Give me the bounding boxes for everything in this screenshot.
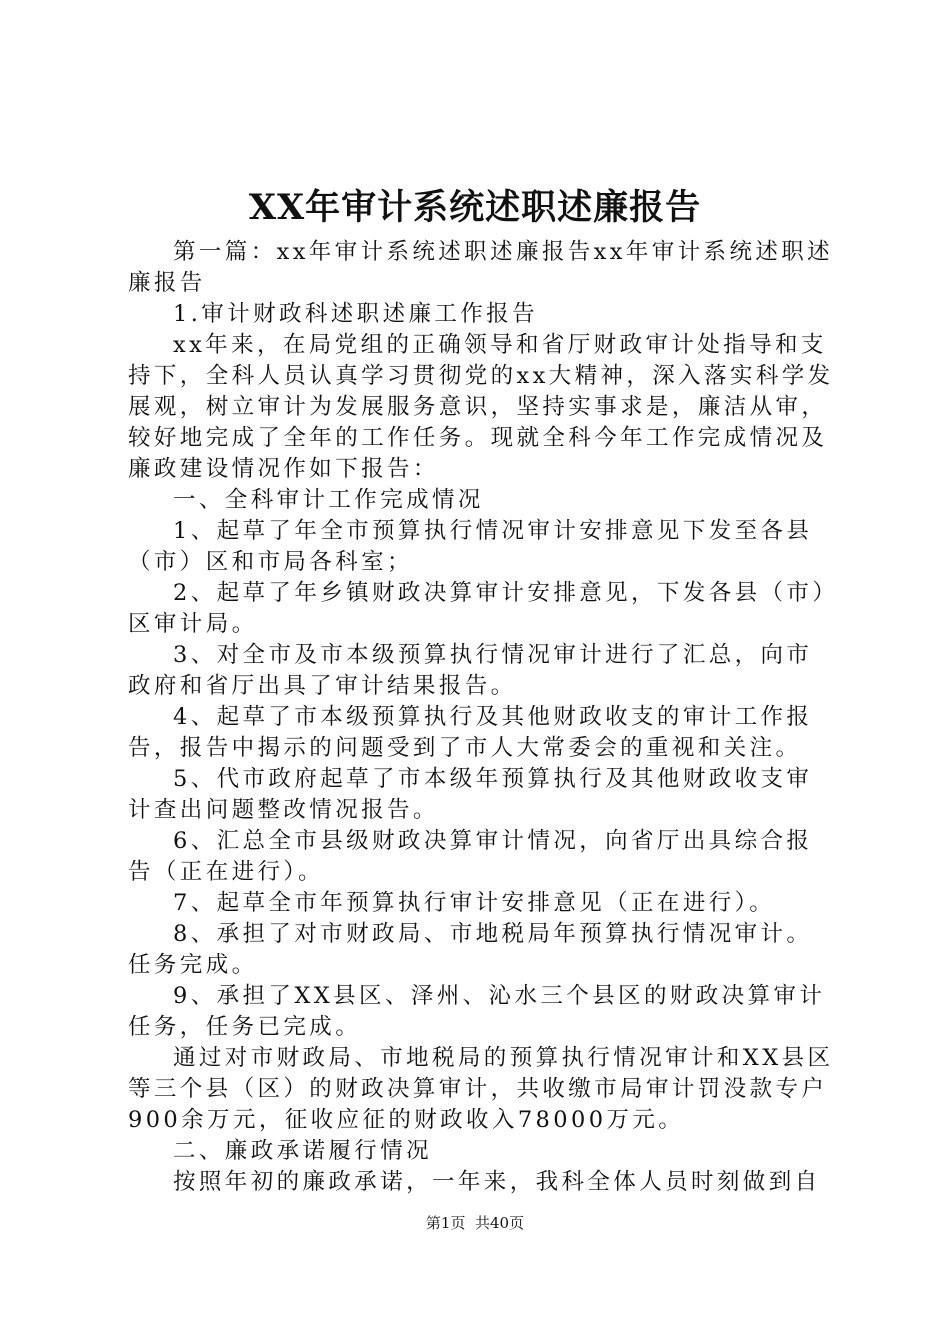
list-item: 3、对全市及市本级预算执行情况审计进行了汇总，向市政府和省厅出具了审计结果报告。 [128,642,813,699]
page-footer: 第1页 共40页 [425,1214,525,1232]
list-item: 8、承担了对市财政局、市地税局年预算执行情况审计。任务完成。 [128,921,813,978]
list-item: 7、起草全市年预算执行审计安排意见（正在进行）。 [173,890,776,916]
list-item: 5、代市政府起草了市本级年预算执行及其他财政收支审计查出问题整改情况报告。 [128,766,813,823]
paragraph: xx年来，在局党组的正确领导和省厅财政审计处指导和支持下，全科人员认真学习贯彻党的xx大精神，深入落实科学发展观，树立审计为发展服务意识，坚持实事求是，廉洁从审，较好地完成了全年的工作任务。现就全科今年工作完成情况及廉政建设情况作如下报告： [128,332,834,482]
paragraph: 按照年初的廉政承诺，一年来，我科全体人员时刻做到自 [173,1169,821,1195]
list-item: 9、承担了XX县区、泽州、沁水三个县区的财政决算审计任务，任务已完成。 [128,983,826,1040]
list-item: 6、汇总全市县级财政决算审计情况，向省厅出具综合报告（正在进行）。 [128,828,813,885]
list-item: 2、起草了年乡镇财政决算审计安排意见，下发各县（市）区审计局。 [128,580,827,637]
paragraph: 第一篇：xx年审计系统述职述廉报告xx年审计系统述职述廉报告 [128,239,834,296]
section-heading: 二、廉政承诺履行情况 [173,1138,433,1164]
document-body [128,237,836,1198]
list-item: 1、起草了年全市预算执行情况审计安排意见下发至各县（市）区和市局各科室； [128,518,813,575]
section-heading: 一、全科审计工作完成情况 [173,487,484,513]
paragraph: 通过对市财政局、市地税局的预算执行情况审计和XX县区等三个县（区）的财政决算审计，共收缴市局审计罚没款专户900余万元，征收应征的财政收入78000万元。 [128,1045,834,1133]
paragraph: 1.审计财政科述职述廉工作报告 [173,301,538,327]
list-item: 4、起草了市本级预算执行及其他财政收支的审计工作报告，报告中揭示的问题受到了市人大常委会的重视和关注。 [128,704,813,761]
document-title: XX年审计系统述职述廉报告 [248,187,702,228]
